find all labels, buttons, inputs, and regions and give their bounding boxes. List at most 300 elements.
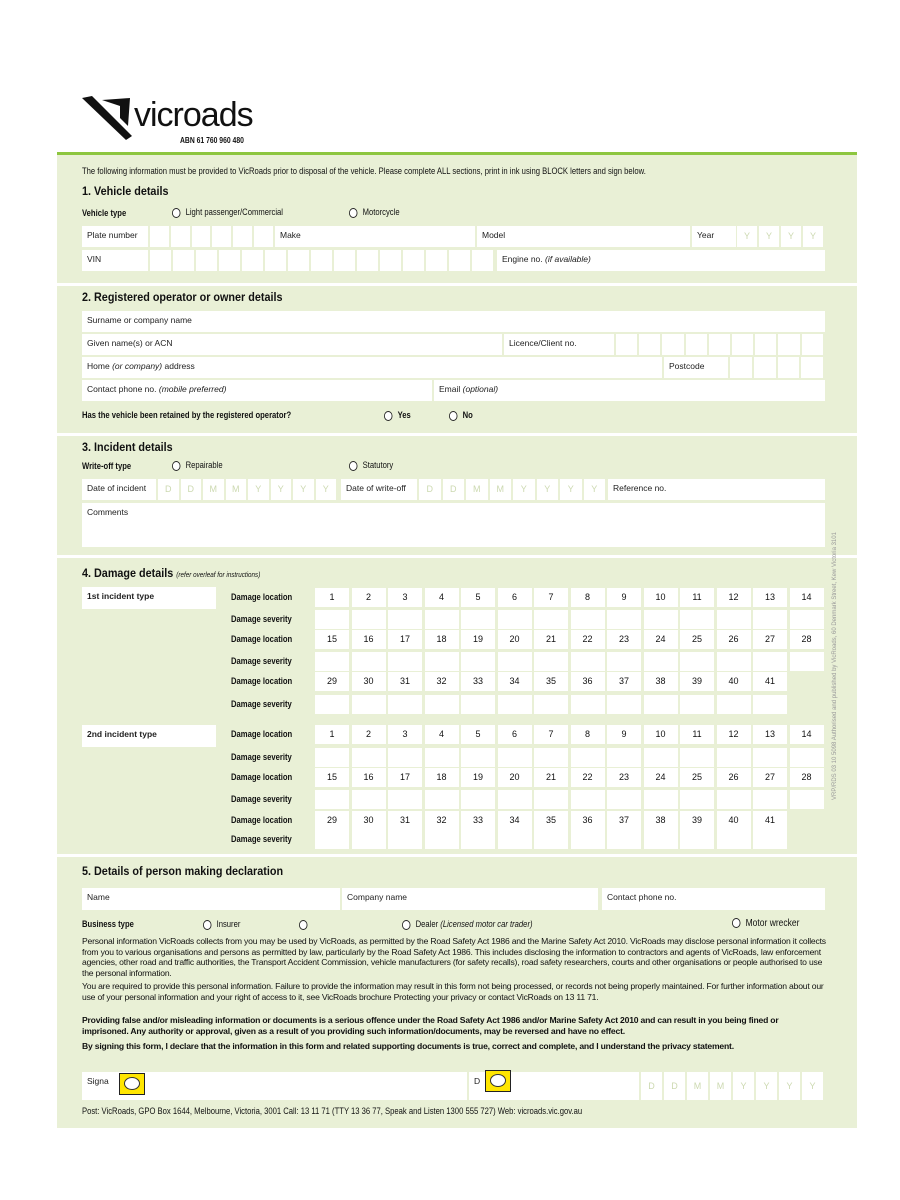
damage-location-cell[interactable]: 30 bbox=[352, 672, 386, 691]
character-box[interactable] bbox=[212, 226, 233, 247]
damage-location-label: Damage location bbox=[231, 592, 293, 602]
damage-location-cell[interactable]: 17 bbox=[388, 630, 422, 649]
damage-location-cell[interactable]: 24 bbox=[644, 630, 678, 649]
damage-severity-cell[interactable] bbox=[571, 695, 605, 714]
character-box[interactable] bbox=[755, 334, 778, 355]
character-box[interactable] bbox=[219, 250, 242, 271]
damage-location-cell[interactable]: 8 bbox=[571, 725, 605, 744]
damage-severity-cell[interactable] bbox=[717, 790, 751, 809]
radio-insurer[interactable] bbox=[203, 919, 240, 930]
damage-severity-cell[interactable] bbox=[425, 695, 459, 714]
option-label: No bbox=[462, 410, 473, 420]
radio-other[interactable] bbox=[299, 919, 313, 930]
character-box[interactable]: Y bbox=[737, 226, 759, 247]
radio-icon bbox=[349, 208, 358, 218]
comments-field[interactable]: Comments bbox=[82, 503, 825, 547]
damage-severity-cell[interactable] bbox=[680, 610, 714, 629]
damage-location-cell[interactable]: 32 bbox=[425, 811, 459, 830]
damage-severity-cell[interactable] bbox=[498, 748, 532, 767]
declarant-name-field[interactable]: Name bbox=[82, 888, 340, 910]
character-box[interactable]: Y bbox=[537, 479, 561, 500]
character-box[interactable] bbox=[265, 250, 288, 271]
damage-severity-cell[interactable] bbox=[607, 830, 641, 849]
retained-question: Has the vehicle been retained by the registered operator? bbox=[82, 410, 292, 420]
damage-location-cell[interactable]: 26 bbox=[717, 768, 751, 787]
damage-location-cell[interactable]: 11 bbox=[680, 725, 714, 744]
damage-location-label: Damage location bbox=[231, 815, 293, 825]
radio-statutory[interactable] bbox=[349, 460, 393, 471]
damage-location-cell[interactable]: 1 bbox=[315, 725, 349, 744]
damage-location-cell[interactable]: 37 bbox=[607, 672, 641, 691]
damage-location-cell[interactable]: 29 bbox=[315, 672, 349, 691]
damage-location-cell[interactable]: 5 bbox=[461, 725, 495, 744]
character-box[interactable]: Y bbox=[248, 479, 271, 500]
damage-location-cell[interactable]: 29 bbox=[315, 811, 349, 830]
postcode-label: Postcode bbox=[664, 357, 728, 378]
damage-location-cell[interactable]: 17 bbox=[388, 768, 422, 787]
character-box[interactable]: Y bbox=[756, 1072, 779, 1100]
character-box[interactable]: M bbox=[203, 479, 226, 500]
damage-location-cell[interactable]: 11 bbox=[680, 588, 714, 607]
damage-location-cell[interactable]: 40 bbox=[717, 672, 751, 691]
damage-severity-cell[interactable] bbox=[680, 652, 714, 671]
character-box[interactable] bbox=[472, 250, 495, 271]
damage-severity-cell[interactable] bbox=[753, 695, 787, 714]
damage-location-cell[interactable]: 41 bbox=[753, 672, 787, 691]
character-box[interactable]: Y bbox=[779, 1072, 802, 1100]
character-box[interactable] bbox=[802, 334, 825, 355]
damage-location-cell[interactable]: 9 bbox=[607, 725, 641, 744]
character-box[interactable] bbox=[334, 250, 357, 271]
damage-severity-cell[interactable] bbox=[461, 610, 495, 629]
damage-severity-cell[interactable] bbox=[352, 695, 386, 714]
damage-severity-cell[interactable] bbox=[315, 610, 349, 629]
email-note: (optional) bbox=[462, 384, 499, 394]
character-box[interactable] bbox=[380, 250, 403, 271]
character-box[interactable] bbox=[150, 226, 171, 247]
damage-location-cell[interactable]: 2 bbox=[352, 588, 386, 607]
damage-location-cell[interactable]: 13 bbox=[753, 588, 787, 607]
damage-location-cell[interactable]: 35 bbox=[534, 672, 568, 691]
damage-severity-cell[interactable] bbox=[425, 830, 459, 849]
radio-icon bbox=[203, 920, 212, 930]
damage-severity-cell[interactable] bbox=[680, 748, 714, 767]
damage-severity-cell[interactable] bbox=[425, 610, 459, 629]
plate-label: Plate number bbox=[82, 226, 148, 247]
damage-severity-cell[interactable] bbox=[790, 652, 824, 671]
damage-severity-cell[interactable] bbox=[352, 652, 386, 671]
damage-severity-cell[interactable] bbox=[352, 748, 386, 767]
damage-location-cell[interactable]: 40 bbox=[717, 811, 751, 830]
section-4-note: (refer overleaf for instructions) bbox=[176, 572, 261, 579]
character-box[interactable] bbox=[449, 250, 472, 271]
damage-severity-cell[interactable] bbox=[753, 830, 787, 849]
character-box[interactable]: Y bbox=[759, 226, 781, 247]
damage-severity-cell[interactable] bbox=[461, 695, 495, 714]
damage-location-cell[interactable]: 37 bbox=[607, 811, 641, 830]
damage-severity-cell[interactable] bbox=[571, 748, 605, 767]
damage-severity-cell[interactable] bbox=[498, 830, 532, 849]
damage-location-cell[interactable]: 4 bbox=[425, 588, 459, 607]
damage-location-cell[interactable]: 31 bbox=[388, 811, 422, 830]
damage-location-cell[interactable]: 19 bbox=[461, 630, 495, 649]
damage-severity-cell[interactable] bbox=[607, 652, 641, 671]
character-box[interactable] bbox=[403, 250, 426, 271]
section-4-title bbox=[82, 566, 260, 580]
damage-location-cell[interactable]: 5 bbox=[461, 588, 495, 607]
damage-location-cell[interactable]: 36 bbox=[571, 672, 605, 691]
damage-location-cell[interactable]: 20 bbox=[498, 768, 532, 787]
damage-severity-cell[interactable] bbox=[388, 610, 422, 629]
email-field[interactable] bbox=[434, 380, 825, 401]
damage-severity-cell[interactable] bbox=[534, 610, 568, 629]
damage-severity-cell[interactable] bbox=[534, 652, 568, 671]
damage-severity-cell[interactable] bbox=[352, 610, 386, 629]
character-box[interactable]: D bbox=[158, 479, 181, 500]
damage-location-label: Damage location bbox=[231, 676, 293, 686]
damage-severity-cell[interactable] bbox=[498, 610, 532, 629]
option-label: Insurer bbox=[216, 919, 241, 929]
damage-location-cell[interactable]: 3 bbox=[388, 725, 422, 744]
damage-location-cell[interactable]: 10 bbox=[644, 588, 678, 607]
character-box[interactable] bbox=[150, 250, 173, 271]
damage-severity-cell[interactable] bbox=[680, 790, 714, 809]
damage-location-cell[interactable]: 22 bbox=[571, 768, 605, 787]
character-box[interactable]: Y bbox=[513, 479, 537, 500]
character-box[interactable] bbox=[801, 357, 825, 378]
damage-location-cell[interactable]: 39 bbox=[680, 672, 714, 691]
damage-location-cell[interactable]: 8 bbox=[571, 588, 605, 607]
damage-location-cell[interactable]: 10 bbox=[644, 725, 678, 744]
section-1-title: 1. Vehicle details bbox=[82, 184, 169, 198]
damage-severity-cell[interactable] bbox=[644, 830, 678, 849]
damage-location-cell[interactable]: 13 bbox=[753, 725, 787, 744]
damage-severity-cell[interactable] bbox=[644, 748, 678, 767]
damage-severity-cell[interactable] bbox=[461, 748, 495, 767]
date-writeoff-label: Date of write-off bbox=[341, 479, 417, 500]
damage-severity-cell[interactable] bbox=[753, 652, 787, 671]
radio-yes[interactable] bbox=[384, 410, 411, 421]
damage-severity-cell[interactable] bbox=[644, 695, 678, 714]
damage-severity-cell[interactable] bbox=[534, 695, 568, 714]
damage-location-cell[interactable]: 23 bbox=[607, 768, 641, 787]
damage-severity-cell[interactable] bbox=[753, 790, 787, 809]
damage-severity-cell[interactable] bbox=[352, 790, 386, 809]
damage-severity-cell[interactable] bbox=[753, 748, 787, 767]
character-box[interactable]: Y bbox=[781, 226, 803, 247]
damage-severity-cell[interactable] bbox=[790, 610, 824, 629]
required-paragraph: You are required to provide this personal information. Failure to provide the information may result in this form not being processed, or records not being properly maintained. For further information about our use of your personal information and your right of access to it, see VicRoads brochure Protecting your privacy or contact VicRoads on 13 11 71. bbox=[82, 981, 824, 1002]
damage-severity-cell[interactable] bbox=[571, 830, 605, 849]
damage-location-cell[interactable]: 15 bbox=[315, 768, 349, 787]
contact-phone-field[interactable]: Contact phone no. bbox=[602, 888, 825, 910]
damage-location-cell[interactable]: 38 bbox=[644, 811, 678, 830]
damage-location-cell[interactable]: 28 bbox=[790, 630, 824, 649]
character-box[interactable] bbox=[709, 334, 732, 355]
character-box[interactable] bbox=[616, 334, 639, 355]
damage-location-cell[interactable]: 6 bbox=[498, 725, 532, 744]
offence-paragraph: Providing false and/or misleading information or documents is a serious offence under the Road Safety Act 1986 and/or Marine Safety Act 2010 and can result in you being fined or imprisoned. Any authority or approval, given as a result of you providing such information/documents, may be reversed and have no effect. bbox=[82, 1015, 779, 1036]
damage-location-cell[interactable]: 33 bbox=[461, 811, 495, 830]
option-label: Light passenger/Commercial bbox=[185, 207, 283, 217]
damage-severity-cell[interactable] bbox=[461, 830, 495, 849]
vehicle-type-label: Vehicle type bbox=[82, 208, 127, 218]
damage-severity-cell[interactable] bbox=[607, 695, 641, 714]
character-box[interactable]: Y bbox=[560, 479, 584, 500]
character-box[interactable] bbox=[732, 334, 755, 355]
damage-location-cell[interactable]: 3 bbox=[388, 588, 422, 607]
second-incident-type-field[interactable]: 2nd incident type bbox=[82, 725, 216, 747]
damage-severity-cell[interactable] bbox=[315, 652, 349, 671]
damage-severity-cell[interactable] bbox=[717, 830, 751, 849]
declaration-paragraph: By signing this form, I declare that the information in this form and related supporting documents is true, correct and complete, and I understand the privacy statement. bbox=[82, 1041, 734, 1051]
character-box[interactable]: M bbox=[466, 479, 490, 500]
radio-icon bbox=[449, 411, 458, 421]
character-box[interactable] bbox=[686, 334, 709, 355]
character-box[interactable]: Y bbox=[584, 479, 608, 500]
character-box[interactable] bbox=[639, 334, 662, 355]
damage-location-cell[interactable]: 1 bbox=[315, 588, 349, 607]
damage-severity-cell[interactable] bbox=[498, 652, 532, 671]
given-name-field[interactable]: Given name(s) or ACN bbox=[82, 334, 502, 355]
damage-location-cell[interactable]: 41 bbox=[753, 811, 787, 830]
privacy-paragraph: Personal information VicRoads collects from you may be used by VicRoads, as permitted by the Road Safety Act 1986 and the Marine Safety Act 2010. VicRoads may disclose personal information it collects from you to various organisations and persons as permitted by law, particularly by the Road Safety Act 1986. This includes disclosing the information to contractors and agents of VicRoads, law enforcement agencies, other road and traffic authorities, the Transport Accident Commission, vehicle manufacturers (for safety recalls), road safety researchers, courts and other organisations or people authorised to use the personal information. bbox=[82, 936, 826, 978]
damage-location-cell[interactable]: 28 bbox=[790, 768, 824, 787]
damage-severity-label: Damage severity bbox=[231, 614, 292, 624]
damage-location-cell[interactable]: 36 bbox=[571, 811, 605, 830]
damage-severity-cell[interactable] bbox=[571, 610, 605, 629]
make-field[interactable]: Make bbox=[275, 226, 475, 247]
damage-location-cell[interactable]: 25 bbox=[680, 630, 714, 649]
character-box[interactable]: Y bbox=[271, 479, 294, 500]
damage-location-cell[interactable]: 35 bbox=[534, 811, 568, 830]
damage-severity-cell[interactable] bbox=[790, 790, 824, 809]
damage-severity-cell[interactable] bbox=[534, 748, 568, 767]
damage-severity-cell[interactable] bbox=[680, 830, 714, 849]
home-note: (or company) bbox=[112, 361, 163, 371]
character-box[interactable]: M bbox=[710, 1072, 733, 1100]
damage-location-cell[interactable]: 30 bbox=[352, 811, 386, 830]
option-label: Motor wrecker bbox=[745, 918, 800, 929]
character-box[interactable] bbox=[357, 250, 380, 271]
damage-location-cell[interactable]: 27 bbox=[753, 630, 787, 649]
damage-severity-cell[interactable] bbox=[352, 830, 386, 849]
damage-location-cell[interactable]: 27 bbox=[753, 768, 787, 787]
damage-severity-cell[interactable] bbox=[388, 830, 422, 849]
address-field[interactable] bbox=[82, 357, 662, 378]
character-box[interactable] bbox=[311, 250, 334, 271]
signature-label: Signa bbox=[87, 1076, 109, 1086]
surname-field[interactable]: Surname or company name bbox=[82, 311, 825, 332]
damage-location-cell[interactable]: 18 bbox=[425, 768, 459, 787]
character-box[interactable] bbox=[662, 334, 685, 355]
abn: ABN 61 760 960 480 bbox=[180, 136, 244, 145]
damage-severity-cell[interactable] bbox=[315, 830, 349, 849]
character-box[interactable]: Y bbox=[733, 1072, 756, 1100]
damage-location-cell[interactable]: 32 bbox=[425, 672, 459, 691]
phone-label: Contact phone no. bbox=[87, 384, 157, 394]
email-label: Email bbox=[439, 384, 461, 394]
damage-severity-cell[interactable] bbox=[717, 748, 751, 767]
character-box[interactable] bbox=[196, 250, 219, 271]
damage-location-cell[interactable]: 38 bbox=[644, 672, 678, 691]
damage-severity-cell[interactable] bbox=[388, 652, 422, 671]
damage-location-cell[interactable]: 16 bbox=[352, 768, 386, 787]
radio-dealer[interactable] bbox=[402, 919, 533, 930]
character-box[interactable]: M bbox=[687, 1072, 710, 1100]
radio-motorcycle[interactable] bbox=[349, 207, 400, 218]
character-box[interactable]: D bbox=[641, 1072, 664, 1100]
engine-no-field[interactable] bbox=[497, 250, 825, 271]
damage-location-cell[interactable]: 21 bbox=[534, 630, 568, 649]
damage-severity-cell[interactable] bbox=[644, 652, 678, 671]
damage-severity-cell[interactable] bbox=[644, 610, 678, 629]
phone-field[interactable] bbox=[82, 380, 432, 401]
damage-severity-cell[interactable] bbox=[498, 790, 532, 809]
damage-location-cell[interactable]: 20 bbox=[498, 630, 532, 649]
damage-severity-cell[interactable] bbox=[461, 652, 495, 671]
damage-severity-cell[interactable] bbox=[534, 790, 568, 809]
damage-location-cell[interactable]: 7 bbox=[534, 588, 568, 607]
damage-severity-cell[interactable] bbox=[388, 748, 422, 767]
damage-location-cell[interactable]: 26 bbox=[717, 630, 751, 649]
damage-location-cell[interactable]: 22 bbox=[571, 630, 605, 649]
damage-severity-cell[interactable] bbox=[717, 695, 751, 714]
damage-location-cell[interactable]: 9 bbox=[607, 588, 641, 607]
character-box[interactable] bbox=[192, 226, 213, 247]
character-box[interactable] bbox=[171, 226, 192, 247]
section-4-heading: 4. Damage details bbox=[82, 566, 174, 580]
character-box[interactable]: Y bbox=[293, 479, 316, 500]
reference-field[interactable]: Reference no. bbox=[608, 479, 825, 500]
writeoff-label: Write-off type bbox=[82, 461, 132, 471]
radio-repairable[interactable] bbox=[172, 460, 223, 471]
logo-text: vicroads bbox=[134, 96, 253, 134]
damage-location-cell[interactable]: 18 bbox=[425, 630, 459, 649]
radio-icon bbox=[172, 208, 181, 218]
damage-severity-cell[interactable] bbox=[315, 748, 349, 767]
dealer-note: (Licensed motor car trader) bbox=[440, 919, 533, 929]
damage-severity-cell[interactable] bbox=[790, 748, 824, 767]
character-box[interactable] bbox=[288, 250, 311, 271]
model-field[interactable]: Model bbox=[477, 226, 690, 247]
date-label: D bbox=[474, 1076, 481, 1086]
option-label: Motorcycle bbox=[362, 207, 400, 217]
damage-severity-cell[interactable] bbox=[315, 790, 349, 809]
damage-location-cell[interactable]: 4 bbox=[425, 725, 459, 744]
damage-severity-cell[interactable] bbox=[425, 652, 459, 671]
character-box[interactable] bbox=[426, 250, 449, 271]
damage-location-cell[interactable]: 14 bbox=[790, 725, 824, 744]
character-box[interactable]: Y bbox=[803, 226, 825, 247]
damage-location-cell[interactable]: 33 bbox=[461, 672, 495, 691]
option-label: Dealer bbox=[415, 919, 439, 929]
damage-location-cell[interactable]: 6 bbox=[498, 588, 532, 607]
damage-location-cell[interactable]: 21 bbox=[534, 768, 568, 787]
logo-mark-icon bbox=[82, 96, 134, 140]
damage-severity-cell[interactable] bbox=[534, 830, 568, 849]
radio-motor-wrecker[interactable] bbox=[732, 918, 799, 929]
damage-severity-cell[interactable] bbox=[425, 790, 459, 809]
damage-location-cell[interactable]: 24 bbox=[644, 768, 678, 787]
damage-location-cell[interactable]: 12 bbox=[717, 588, 751, 607]
radio-icon bbox=[384, 411, 393, 421]
company-name-field[interactable]: Company name bbox=[342, 888, 598, 910]
damage-severity-cell[interactable] bbox=[498, 695, 532, 714]
section-2-title: 2. Registered operator or owner details bbox=[82, 290, 283, 304]
character-box[interactable] bbox=[754, 357, 778, 378]
damage-severity-cell[interactable] bbox=[717, 610, 751, 629]
character-box[interactable]: Y bbox=[316, 479, 339, 500]
damage-severity-cell[interactable] bbox=[571, 790, 605, 809]
character-box[interactable] bbox=[233, 226, 254, 247]
damage-location-cell[interactable]: 14 bbox=[790, 588, 824, 607]
damage-severity-cell[interactable] bbox=[753, 610, 787, 629]
damage-location-cell[interactable]: 19 bbox=[461, 768, 495, 787]
first-incident-type-field[interactable]: 1st incident type bbox=[82, 587, 216, 609]
character-box[interactable] bbox=[730, 357, 754, 378]
damage-location-cell[interactable]: 25 bbox=[680, 768, 714, 787]
character-box[interactable] bbox=[254, 226, 275, 247]
character-box[interactable]: M bbox=[226, 479, 249, 500]
damage-severity-cell[interactable] bbox=[644, 790, 678, 809]
damage-location-cell[interactable]: 16 bbox=[352, 630, 386, 649]
comment-note-icon[interactable] bbox=[119, 1073, 145, 1095]
damage-severity-cell[interactable] bbox=[461, 790, 495, 809]
damage-location-cell[interactable]: 15 bbox=[315, 630, 349, 649]
damage-location-cell[interactable]: 34 bbox=[498, 672, 532, 691]
comment-note-icon[interactable] bbox=[485, 1070, 511, 1092]
damage-location-cell[interactable]: 12 bbox=[717, 725, 751, 744]
character-box[interactable] bbox=[242, 250, 265, 271]
damage-location-cell[interactable]: 7 bbox=[534, 725, 568, 744]
damage-severity-cell[interactable] bbox=[425, 748, 459, 767]
radio-icon bbox=[349, 461, 358, 471]
damage-location-cell[interactable]: 2 bbox=[352, 725, 386, 744]
damage-location-cell[interactable]: 39 bbox=[680, 811, 714, 830]
radio-light-passenger[interactable] bbox=[172, 207, 283, 218]
damage-location-cell[interactable]: 31 bbox=[388, 672, 422, 691]
damage-severity-cell[interactable] bbox=[571, 652, 605, 671]
option-label: Yes bbox=[397, 410, 411, 420]
damage-severity-cell[interactable] bbox=[607, 790, 641, 809]
engine-note: (if available) bbox=[545, 254, 591, 264]
character-box[interactable]: D bbox=[664, 1072, 687, 1100]
home-label: Home bbox=[87, 361, 110, 371]
damage-severity-label: Damage severity bbox=[231, 794, 292, 804]
damage-severity-cell[interactable] bbox=[680, 695, 714, 714]
character-box[interactable]: D bbox=[443, 479, 467, 500]
character-box[interactable]: D bbox=[181, 479, 204, 500]
character-box[interactable] bbox=[778, 357, 802, 378]
licence-label: Licence/Client no. bbox=[504, 334, 614, 355]
damage-severity-cell[interactable] bbox=[607, 748, 641, 767]
radio-icon bbox=[732, 918, 741, 928]
character-box[interactable] bbox=[778, 334, 801, 355]
damage-severity-cell[interactable] bbox=[717, 652, 751, 671]
damage-severity-cell[interactable] bbox=[388, 790, 422, 809]
damage-severity-cell[interactable] bbox=[607, 610, 641, 629]
damage-severity-cell[interactable] bbox=[315, 695, 349, 714]
damage-location-cell[interactable]: 23 bbox=[607, 630, 641, 649]
character-box[interactable]: Y bbox=[802, 1072, 825, 1100]
character-box[interactable] bbox=[173, 250, 196, 271]
damage-location-cell[interactable]: 34 bbox=[498, 811, 532, 830]
character-box[interactable]: D bbox=[419, 479, 443, 500]
damage-severity-cell[interactable] bbox=[388, 695, 422, 714]
character-box[interactable]: M bbox=[490, 479, 514, 500]
radio-no[interactable] bbox=[449, 410, 473, 421]
